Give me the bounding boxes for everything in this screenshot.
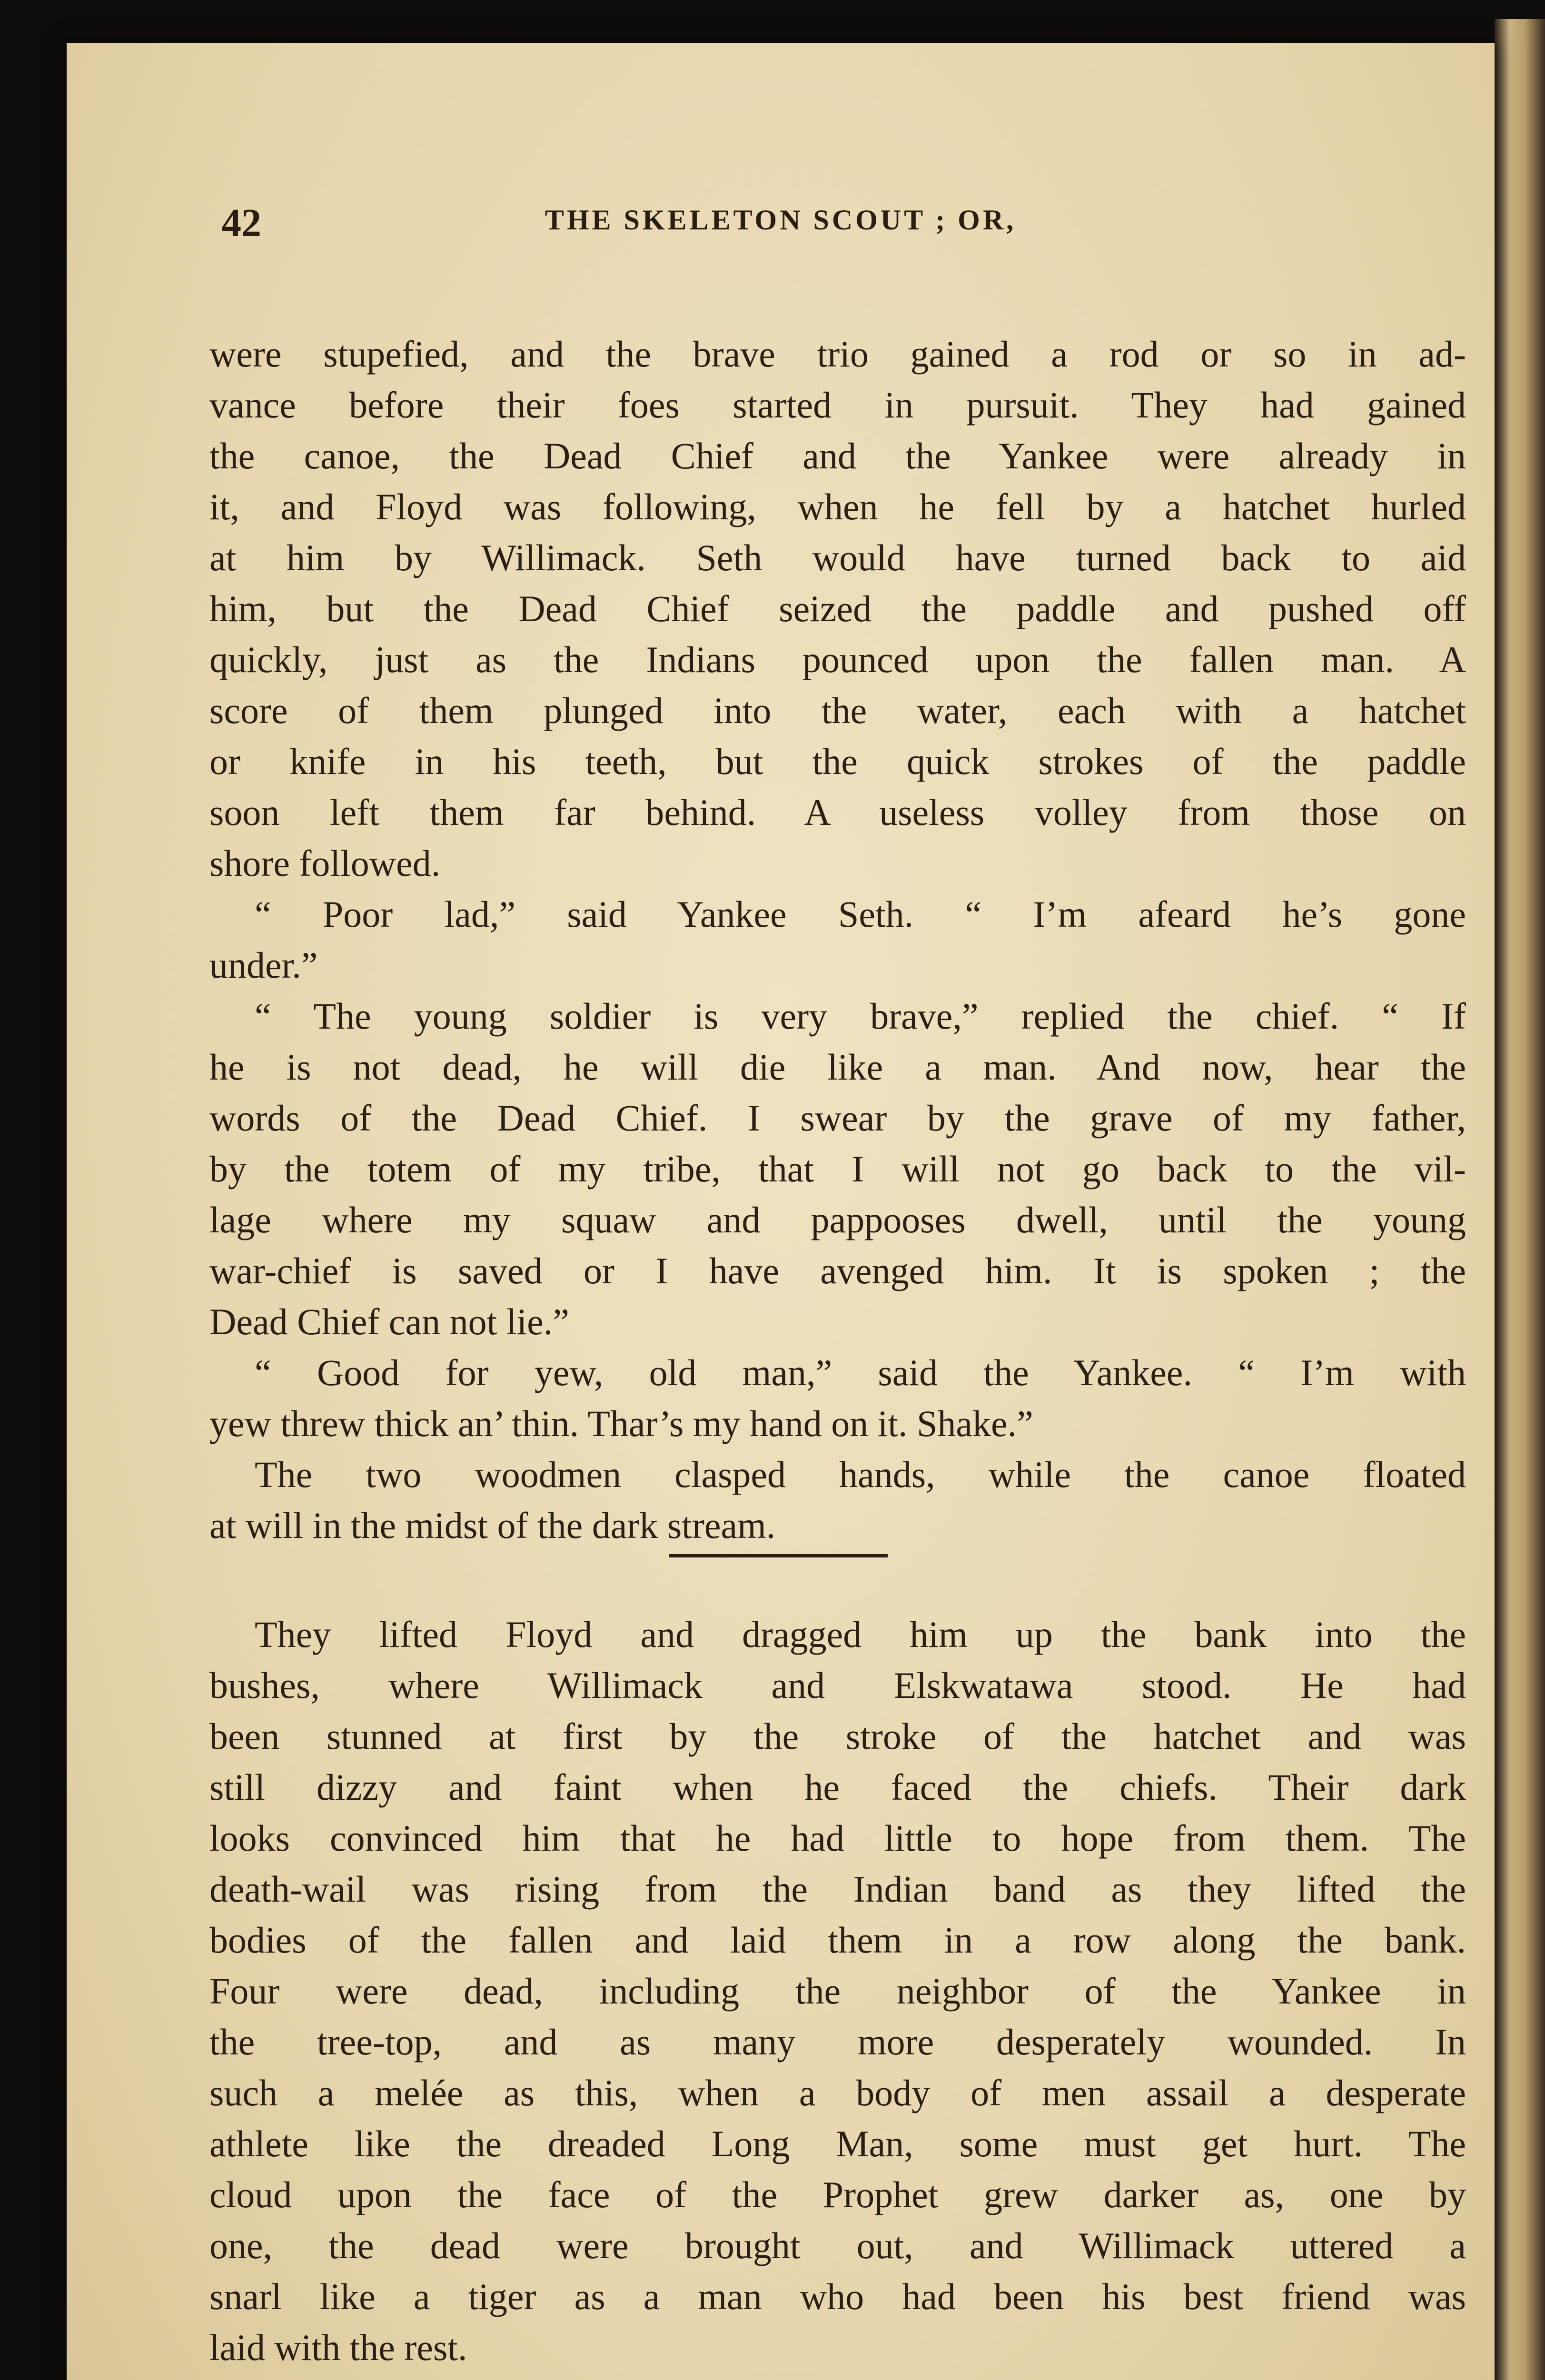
text-line: the canoe, the Dead Chief and the Yankee were already in — [209, 435, 1466, 476]
text-line: quickly, just as the Indians pounced upon the fallen man. A — [209, 639, 1466, 680]
text-line: vance before their foes started in pursuit. They had gained — [209, 384, 1466, 426]
text-line: soon left them far behind. A useless volley from those on — [209, 792, 1466, 833]
text-line: looks convinced him that he had little to hope from them. The — [209, 1817, 1466, 1859]
text-line: cloud upon the face of the Prophet grew darker as, one by — [209, 2174, 1466, 2215]
text-line: bushes, where Willimack and Elskwatawa stood. He had — [209, 1665, 1466, 1706]
text-line: words of the Dead Chief. I swear by the grave of my father, — [209, 1097, 1466, 1139]
text-line: Four were dead, including the neighbor of the Yankee in — [209, 1970, 1466, 2012]
text-line: under.” — [209, 944, 318, 986]
text-line: They lifted Floyd and dragged him up the bank into the — [255, 1614, 1466, 1655]
text-line: it, and Floyd was following, when he fell by a hatchet hurled — [209, 486, 1466, 527]
text-line: laid with the rest. — [209, 2327, 467, 2368]
text-line: death-wail was rising from the Indian band as they lifted the — [209, 1868, 1466, 1910]
book-spine — [1495, 19, 1545, 2380]
text-line: bodies of the fallen and laid them in a row along the bank. — [209, 1919, 1466, 1961]
text-line: “ The young soldier is very brave,” replied the chief. “ If — [255, 995, 1466, 1037]
text-line: by the totem of my tribe, that I will not go back to the vil- — [209, 1148, 1466, 1190]
text-line: the tree-top, and as many more desperately wounded. In — [209, 2021, 1466, 2063]
text-line: “ Good for yew, old man,” said the Yankee. “ I’m with — [255, 1352, 1466, 1393]
text-line: he is not dead, he will die like a man. And now, hear the — [209, 1046, 1466, 1088]
text-line: The two woodmen clasped hands, while the canoe floated — [255, 1454, 1466, 1495]
page-header — [67, 200, 1495, 257]
text-line: “ Poor lad,” said Yankee Seth. “ I’m afeard he’s gone — [255, 893, 1466, 935]
text-line: at him by Willimack. Seth would have turned back to aid — [209, 537, 1466, 578]
text-line: lage where my squaw and pappooses dwell, until the young — [209, 1199, 1466, 1240]
page-number: 42 — [221, 201, 261, 245]
text-line: war-chief is saved or I have avenged him. It is spoken ; the — [209, 1250, 1466, 1291]
text-line: athlete like the dreaded Long Man, some must get hurt. The — [209, 2123, 1466, 2164]
text-line: still dizzy and faint when he faced the chiefs. Their dark — [209, 1766, 1466, 1808]
text-line: were stupefied, and the brave trio gained a rod or so in ad- — [209, 333, 1466, 375]
text-line: such a melée as this, when a body of men assail a desperate — [209, 2072, 1466, 2113]
text-line: snarl like a tiger as a man who had been his best friend was — [209, 2276, 1466, 2317]
text-line: at will in the midst of the dark stream. — [209, 1505, 776, 1546]
book-page — [67, 43, 1495, 2380]
running-head: THE SKELETON SCOUT ; OR, — [545, 204, 1017, 236]
section-divider — [669, 1554, 888, 1557]
text-line: one, the dead were brought out, and Willimack uttered a — [209, 2225, 1466, 2266]
text-line: him, but the Dead Chief seized the paddle and pushed off — [209, 588, 1466, 629]
text-block-lower — [209, 1609, 1466, 2373]
text-line: score of them plunged into the water, each with a hatchet — [209, 690, 1466, 731]
text-block-upper — [209, 328, 1466, 1551]
text-line: been stunned at first by the stroke of the hatchet and was — [209, 1716, 1466, 1757]
text-line: Dead Chief can not lie.” — [209, 1301, 569, 1342]
text-line: or knife in his teeth, but the quick strokes of the paddle — [209, 741, 1466, 782]
text-line: shore followed. — [209, 843, 441, 884]
text-line: yew threw thick an’ thin. Thar’s my hand on it. Shake.” — [209, 1403, 1033, 1444]
